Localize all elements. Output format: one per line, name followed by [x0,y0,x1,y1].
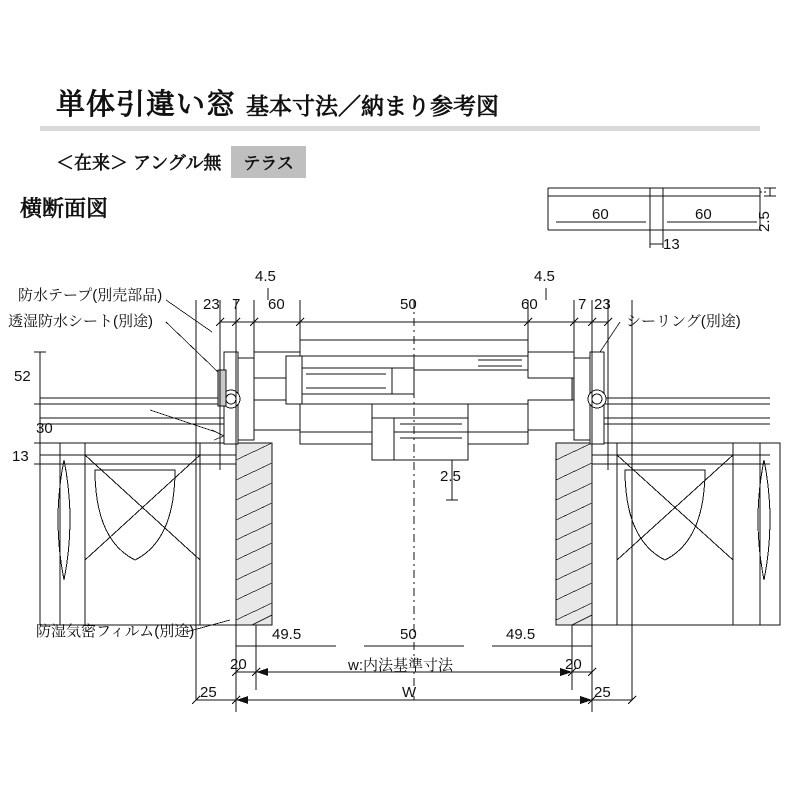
dim-60-left: 60 [268,296,285,313]
spec-tag-chip: テラス [231,146,306,178]
dim-4p5-left: 4.5 [255,268,276,285]
dim-23-right: 23 [594,296,611,313]
dim-center-note: w:内法基準寸法 [348,657,454,674]
callout-breathable-sheet: 透湿防水シート(別途) [8,313,153,330]
dim-overall-w: W [402,684,417,701]
dim-52: 52 [14,368,31,385]
dim-20-right: 20 [565,656,582,673]
dim-49p5-right: 49.5 [506,626,536,643]
title-main: 単体引違い窓 [56,89,237,121]
dim-50-top: 50 [400,296,417,313]
title-sub: 基本寸法／納まり参考図 [246,93,500,119]
top-dim-60-right: 60 [695,206,712,223]
spec-tag-text: ＜在来＞ アングル無 [56,153,222,173]
top-dim-2p5: 2.5 [756,211,773,232]
dim-49p5-left: 49.5 [272,626,302,643]
dim-23-left: 23 [203,296,220,313]
top-dim-13: 13 [663,236,680,253]
dim-7-left: 7 [232,296,241,313]
callout-waterproof-tape: 防水テープ(別売部品) [18,287,163,304]
dim-2p5-inner: 2.5 [440,468,461,485]
dim-60-right: 60 [521,296,538,313]
dim-7-right: 7 [578,296,587,313]
dim-25-left: 25 [200,684,217,701]
dim-50-bottom: 50 [400,626,417,643]
dim-30: 30 [36,420,53,437]
callout-vapor-film: 防湿気密フィルム(別途) [36,623,195,640]
dim-20-left: 20 [230,656,247,673]
dim-4p5-right: 4.5 [534,268,555,285]
callout-sealing: シーリング(別途) [626,313,741,330]
top-dim-60-left: 60 [592,206,609,223]
dim-13: 13 [12,448,29,465]
section-title: 横断面図 [20,196,109,221]
dim-25-right: 25 [594,684,611,701]
